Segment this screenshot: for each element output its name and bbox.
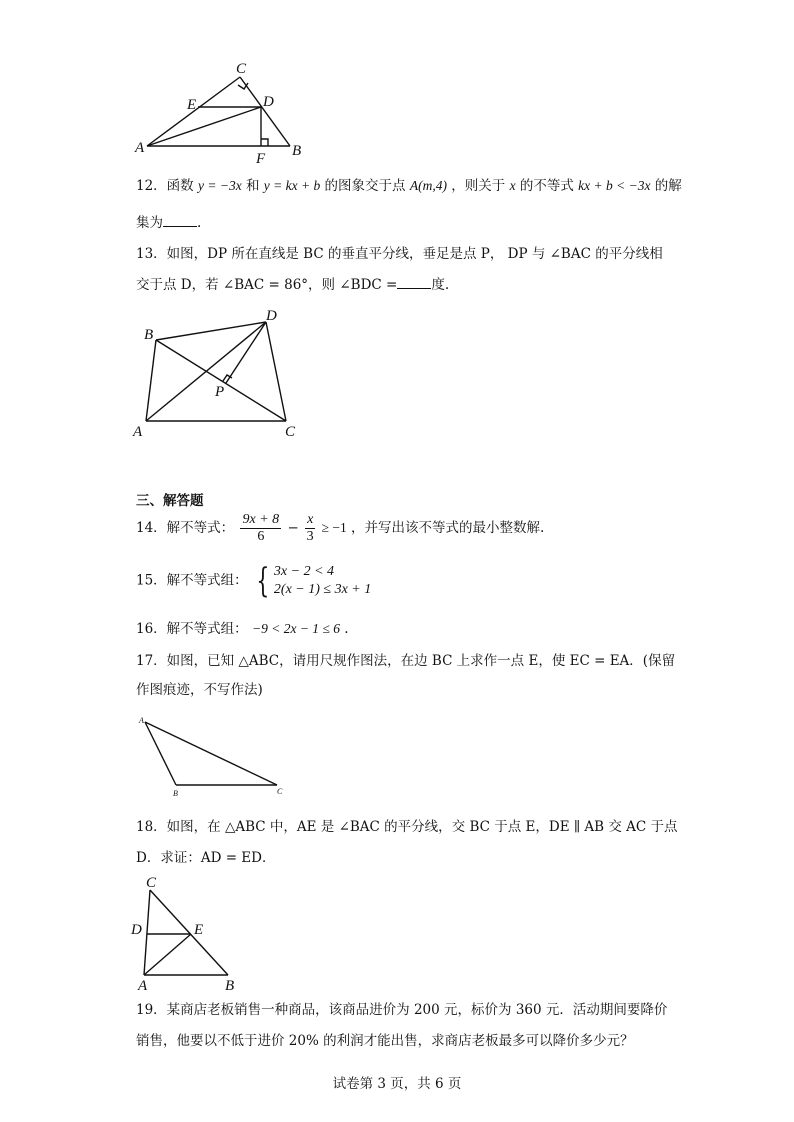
question-17-line1: 17．如图，已知 △ABC，请用尺规作图法，在边 BC 上求作一点 E，使 EC = EA．(保留 xyxy=(136,653,676,669)
fig17-label-c: C xyxy=(277,787,283,796)
fig13-label-a: A xyxy=(133,424,143,440)
answer-blank xyxy=(397,276,431,289)
fig18-label-a: A xyxy=(138,978,148,994)
question-13-line2: 交于点 D，若 ∠BAC = 86°，则 ∠BDC = 度. xyxy=(136,277,450,293)
question-19-line2: 销售，他要以不低于进价 20% 的利润才能出售，求商店老板最多可以降价多少元？ xyxy=(136,1033,634,1049)
fig1-label-b: B xyxy=(292,143,302,159)
question-13-line1: 13．如图，DP 所在直线是 BC 的垂直平分线，垂足是点 P， DP 与 ∠BAC 的平分线相 xyxy=(136,246,663,262)
fraction-2: $\frac{x}{3}$ xyxy=(306,512,314,544)
fig18-label-e: E xyxy=(194,922,204,938)
fig17-label-b: B xyxy=(173,789,178,798)
fig13-label-d: D xyxy=(266,308,277,324)
fig1-label-d: D xyxy=(263,94,274,110)
fig18-label-d: D xyxy=(131,922,142,938)
inequality-system: 3x − 2 < 4 2(x − 1) ≤ 3x + 1 xyxy=(273,564,372,597)
figure-quadrilateral-abcd xyxy=(130,305,310,440)
answer-blank xyxy=(163,214,197,227)
fig1-label-e: E xyxy=(187,97,197,113)
brace-icon: { xyxy=(256,561,270,601)
question-12-line2: 集为 . xyxy=(136,215,202,231)
figure-triangle-abc-def xyxy=(130,60,310,170)
question-18-line2: D．求证：AD = ED． xyxy=(136,850,276,866)
figure-triangle-abc xyxy=(133,712,293,802)
question-12-line1: 12．函数 y = −3x 和 y = kx + b 的图象交于点 A(m,4) ，则关于 x 的不等式 kx + b < −3x 的解 xyxy=(136,178,682,194)
fig17-label-a: A xyxy=(139,716,144,725)
question-19-line1: 19．某商店老板销售一种商品，该商品进价为 200 元，标价为 360 元．活动期间要降价 xyxy=(136,1002,668,1018)
question-15: 15．解不等式组： { 3x − 2 < 4 2(x − 1) ≤ 3x + 1 xyxy=(136,561,372,601)
section-heading: 三、解答题 xyxy=(136,493,204,509)
figure-triangle-abcde xyxy=(126,872,246,994)
fig13-label-c: C xyxy=(285,424,296,440)
fig1-label-f: F xyxy=(256,151,266,167)
page-footer: 试卷第 3 页，共 6 页 xyxy=(332,1076,462,1092)
fig13-label-b: B xyxy=(144,327,154,343)
fraction-1: $\frac{9x + 8}{6}$ xyxy=(242,512,280,544)
question-16: 16．解不等式组： −9 < 2x − 1 ≤ 6 . xyxy=(136,621,349,637)
fig1-label-a: A xyxy=(135,140,145,156)
question-17-line2: 作图痕迹，不写作法) xyxy=(136,682,263,698)
fig18-label-b: B xyxy=(225,978,235,994)
fig13-label-p: P xyxy=(215,384,225,400)
question-18-line1: 18．如图，在 △ABC 中，AE 是 ∠BAC 的平分线，交 BC 于点 E，DE ∥ AB 交 AC 于点 xyxy=(136,819,678,835)
fig1-label-c: C xyxy=(236,61,247,77)
question-14: 14．解不等式： $\frac{9x + 8}{6}$ − $\frac{x}{3}$ ≥ −1 ，并写出该不等式的最小整数解. xyxy=(136,512,545,544)
fig18-label-c: C xyxy=(146,875,157,891)
